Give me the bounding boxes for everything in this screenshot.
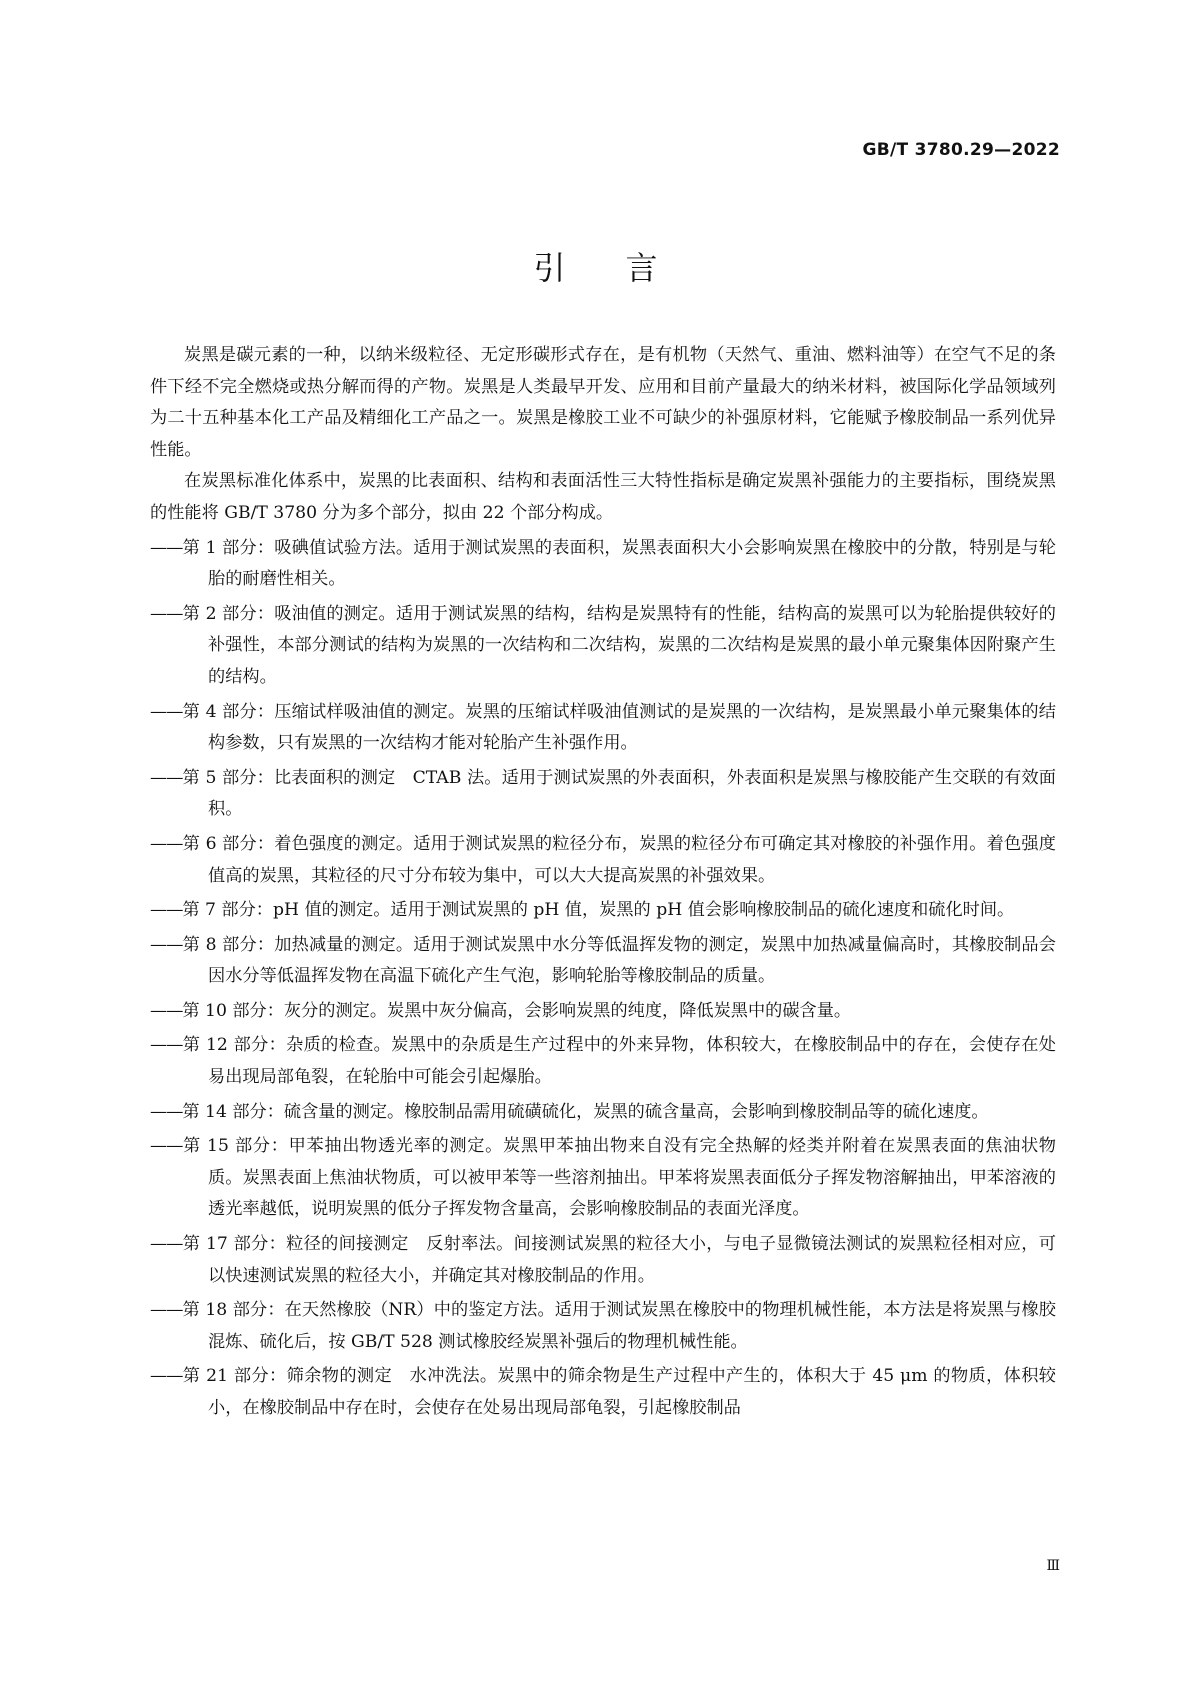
list-dash: —— [150,1000,183,1021]
list-item [150,1361,1056,1424]
list-item-text: 第 2 部分：吸油值的测定。适用于测试炭黑的结构，结构是炭黑特有的性能，结构高的炭黑可以为轮胎提供较好的补强性，本部分测试的结构为炭黑的一次结构和二次结构，炭黑的二次结构是炭黑的最小单元聚集体因附聚产生的结构。 [182,603,1056,687]
list-item-text: 第 10 部分：灰分的测定。炭黑中灰分偏高，会影响炭黑的纯度，降低炭黑中的碳含量。 [182,1000,852,1021]
list-item-text: 第 1 部分：吸碘值试验方法。适用于测试炭黑的表面积，炭黑表面积大小会影响炭黑在橡胶中的分散，特别是与轮胎的耐磨性相关。 [182,537,1056,590]
list-dash: —— [150,1234,183,1255]
standard-number: GB/T 3780.29—2022 [862,140,1060,160]
list-dash: —— [150,767,183,788]
document-body [150,340,1056,1425]
list-item [150,996,1056,1028]
list-dash: —— [150,701,183,722]
list-dash: —— [150,934,183,955]
list-item [150,1030,1056,1093]
intro-paragraph: 在炭黑标准化体系中，炭黑的比表面积、结构和表面活性三大特性指标是确定炭黑补强能力的主要指标，围绕炭黑的性能将 GB/T 3780 分为多个部分，拟由 22 个部分构成。 [150,471,1056,523]
list-dash: —— [150,1366,183,1387]
list-dash: —— [150,1035,183,1056]
list-item-text: 第 5 部分：比表面积的测定 CTAB 法。适用于测试炭黑的外表面积，外表面积是炭黑与橡胶能产生交联的有效面积。 [182,767,1056,820]
list-item [150,1295,1056,1358]
list-item [150,1131,1056,1226]
page-number: Ⅲ [1046,1558,1060,1574]
list-item-text: 第 21 部分：筛余物的测定 水冲洗法。炭黑中的筛余物是生产过程中产生的，体积大于 45 μm 的物质，体积较小，在橡胶制品中存在时，会使存在处易出现局部龟裂，引起橡胶制品 [182,1366,1056,1418]
page-title: 引言 [533,249,718,287]
intro-paragraph: 炭黑是碳元素的一种，以纳米级粒径、无定形碳形式存在，是有机物（天然气、重油、燃料油等）在空气不足的条件下经不完全燃烧或热分解而得的产物。炭黑是人类最早开发、应用和目前产量最大的纳米材料，被国际化学品领域列为二十五种基本化工产品及精细化工产品之一。炭黑是橡胶工业不可缺少的补强原材料，它能赋予橡胶制品一系列优异性能。 [150,345,1056,460]
list-item [150,533,1056,596]
list-dash: —— [150,537,183,558]
list-dash: —— [150,603,183,624]
list-item [150,895,1056,927]
list-item-text: 第 4 部分：压缩试样吸油值的测定。炭黑的压缩试样吸油值测试的是炭黑的一次结构，是炭黑最小单元聚集体的结构参数，只有炭黑的一次结构才能对轮胎产生补强作用。 [182,701,1056,754]
list-item [150,1097,1056,1129]
list-item-text: 第 6 部分：着色强度的测定。适用于测试炭黑的粒径分布，炭黑的粒径分布可确定其对橡胶的补强作用。着色强度值高的炭黑，其粒径的尺寸分布较为集中，可以大大提高炭黑的补强效果。 [182,833,1056,886]
list-item-text: 第 18 部分：在天然橡胶（NR）中的鉴定方法。适用于测试炭黑在橡胶中的物理机械性能，本方法是将炭黑与橡胶混炼、硫化后，按 GB/T 528 测试橡胶经炭黑补强后的物理机械性能。 [182,1300,1056,1352]
list-dash: —— [150,900,183,921]
list-item-text: 第 14 部分：硫含量的测定。橡胶制品需用硫磺硫化，炭黑的硫含量高，会影响到橡胶制品等的硫化速度。 [182,1101,989,1122]
list-item [150,763,1056,826]
list-item [150,599,1056,694]
list-item [150,1229,1056,1292]
list-dash: —— [150,1136,183,1157]
list-item-text: 第 17 部分：粒径的间接测定 反射率法。间接测试炭黑的粒径大小，与电子显微镜法测试的炭黑粒径相对应，可以快速测试炭黑的粒径大小，并确定其对橡胶制品的作用。 [182,1234,1056,1286]
list-item-text: 第 8 部分：加热减量的测定。适用于测试炭黑中水分等低温挥发物的测定，炭黑中加热减量偏高时，其橡胶制品会因水分等低温挥发物在高温下硫化产生气泡，影响轮胎等橡胶制品的质量。 [182,934,1056,987]
list-dash: —— [150,1300,183,1321]
list-item-text: 第 7 部分：pH 值的测定。适用于测试炭黑的 pH 值，炭黑的 pH 值会影响橡胶制品的硫化速度和硫化时间。 [182,900,1015,921]
list-dash: —— [150,833,183,854]
list-item-text: 第 15 部分：甲苯抽出物透光率的测定。炭黑甲苯抽出物来自没有完全热解的烃类并附着在炭黑表面的焦油状物质。炭黑表面上焦油状物质，可以被甲苯等一些溶剂抽出。甲苯将炭黑表面低分子挥发物溶解抽出，甲苯溶液的透光率越低，说明炭黑的低分子挥发物含量高，会影响橡胶制品的表面光泽度。 [182,1136,1056,1220]
list-item [150,697,1056,760]
list-dash: —— [150,1101,183,1122]
list-item [150,829,1056,892]
list-item [150,930,1056,993]
list-item-text: 第 12 部分：杂质的检查。炭黑中的杂质是生产过程中的外来异物，体积较大，在橡胶制品中的存在，会使存在处易出现局部龟裂，在轮胎中可能会引起爆胎。 [182,1035,1056,1088]
